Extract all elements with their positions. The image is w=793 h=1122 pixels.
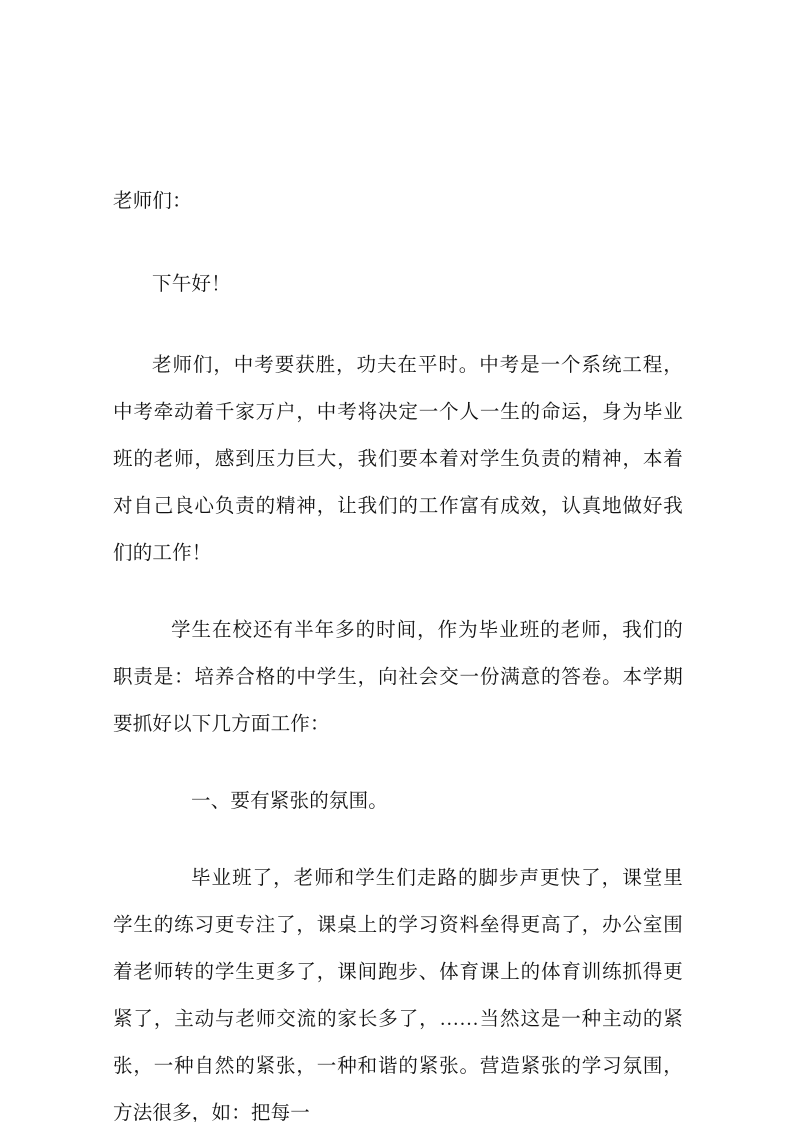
paragraph-duty: 学生在校还有半年多的时间，作为毕业班的老师，我们的职责是：培养合格的中学生，向社会交一份满意的答卷。本学期要抓好以下几方面工作： [113,620,683,735]
paragraph-salutation: 老师们： [113,191,192,212]
document-body [113,178,683,1122]
paragraph-greeting: 下午好！ [152,274,231,295]
paragraph-opening: 老师们，中考要获胜，功夫在平时。中考是一个系统工程，中考牵动着千家万户，中考将决定一个人一生的命运，身为毕业班的老师，感到压力巨大，我们要本着对学生负责的精神，本着对自己良心负责的精神，让我们的工作富有成效，认真地做好我们的工作！ [113,355,683,564]
paragraph-detail-one: 毕业班了，老师和学生们走路的脚步声更快了，课堂里学生的练习更专注了，课桌上的学习资料垒得更高了，办公室围着老师转的学生更多了，课间跑步、体育课上的体育训练抓得更紧了，主动与老师交流的家长多了，……当然这是一种主动的紧张，一种自然的紧张，一种和谐的紧张。营造紧张的学习氛围，方法很多，如：把每一 [113,868,683,1122]
paragraph-heading-one: 一、要有紧张的氛围。 [191,791,389,812]
